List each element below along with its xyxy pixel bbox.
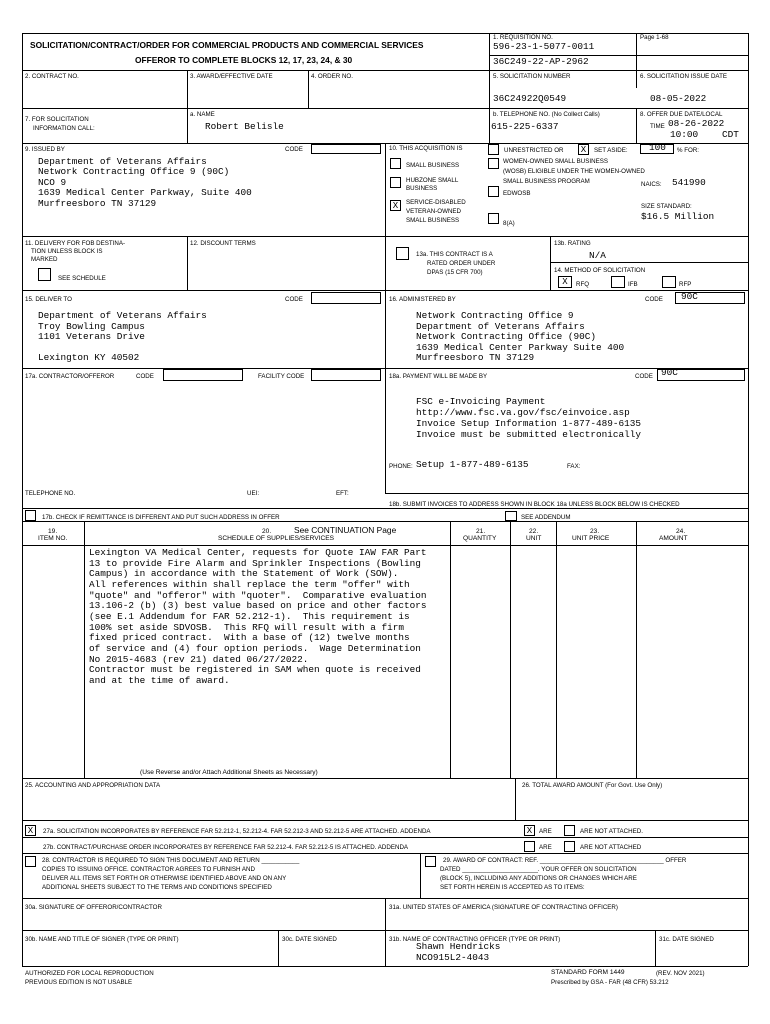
28-line-4: ADDITIONAL SHEETS SUBJECT TO THE TERMS AND CONDITIONS SPECIFIED <box>42 884 272 891</box>
percent-for-label: % FOR: <box>677 147 700 154</box>
offer-due-date[interactable]: 08-26-2022 <box>668 118 725 129</box>
reverse-note: (Use Reverse and/or Attach Additional Sheets as Necessary) <box>140 769 318 776</box>
8a-label: 8(A) <box>503 220 515 227</box>
name-label: a. NAME <box>190 111 215 118</box>
27b-are-not-checkbox[interactable] <box>564 841 575 852</box>
naics-code[interactable]: 541990 <box>672 177 706 188</box>
method-label: 14. METHOD OF SOLICITATION <box>554 267 646 274</box>
description-line: fixed priced contract. With a base of (12) twelve months <box>89 632 410 643</box>
address-line: Department of Veterans Affairs <box>416 321 585 332</box>
small-business-checkbox[interactable] <box>390 158 401 169</box>
contact-name[interactable]: Robert Belisle <box>205 121 284 132</box>
issued-by-code-label: CODE <box>285 146 303 153</box>
27a-are-not-checkbox[interactable] <box>564 825 575 836</box>
footer-previous-edition: PREVIOUS EDITION IS NOT USABLE <box>25 979 133 986</box>
hubzone-checkbox[interactable] <box>390 177 401 188</box>
offer-due-timezone[interactable]: CDT <box>722 129 739 140</box>
sdvosb-label: SERVICE-DISABLED <box>406 199 466 206</box>
col-item-no: 19. <box>48 528 58 535</box>
facility-code-label: FACILITY CODE <box>258 373 305 380</box>
administered-code-label: CODE <box>645 296 663 303</box>
remittance-checkbox[interactable] <box>25 510 36 521</box>
col-unit-label: UNIT <box>526 535 542 542</box>
delivery-label-3: MARKED <box>31 256 58 263</box>
rfp-label: RFP <box>679 281 692 288</box>
offer-due-label: 8. OFFER DUE DATE/LOCAL <box>640 111 723 118</box>
solicitation-number-label: 5. SOLICITATION NUMBER <box>493 73 571 80</box>
solicitation-number[interactable]: 36C24922Q0549 <box>493 93 567 104</box>
rated-order-label: 13a. THIS CONTRACT IS A <box>416 251 493 258</box>
ifb-label: IFB <box>628 281 638 288</box>
issue-date[interactable]: 08-05-2022 <box>650 93 707 104</box>
address-line: FSC e-Invoicing Payment <box>416 396 546 407</box>
see-schedule-checkbox[interactable] <box>38 268 51 281</box>
see-addendum-checkbox[interactable] <box>505 511 517 521</box>
payment-phone-label: PHONE: <box>389 463 413 470</box>
set-aside-checkbox[interactable]: X <box>578 144 589 155</box>
29-line-2: DATED ______________________. YOUR OFFER ON SOLICITATION <box>440 866 637 873</box>
description-line: 13 to provide Fire Alarm and Sprinkler Inspections (Bowling <box>89 558 421 569</box>
deliver-to-label: 15. DELIVER TO <box>25 296 72 303</box>
contract-no-label: 2. CONTRACT NO. <box>25 73 79 80</box>
telephone-number[interactable]: 615-225-6337 <box>491 121 559 132</box>
address-line: 1101 Veterans Drive <box>38 331 145 342</box>
payment-code-label: CODE <box>635 373 653 380</box>
form-subtitle: OFFEROR TO COMPLETE BLOCKS 12, 17, 23, 24, & 30 <box>135 55 353 65</box>
offer-due-time[interactable]: 10:00 <box>670 129 699 140</box>
payment-label: 18a. PAYMENT WILL BE MADE BY <box>389 373 488 380</box>
rfq-checkbox[interactable]: X <box>558 276 572 288</box>
address-line: Lexington KY 40502 <box>38 352 140 363</box>
edwosb-label: EDWOSB <box>503 190 531 197</box>
size-standard-value[interactable]: $16.5 Million <box>641 211 715 222</box>
address-line: http://www.fsc.va.gov/fsc/einvoice.asp <box>416 407 630 418</box>
description-line: Contractor must be registered in SAM when quote is received <box>89 664 421 675</box>
form-title: SOLICITATION/CONTRACT/ORDER FOR COMMERCIAL PRODUCTS AND COMMERCIAL SERVICES <box>30 40 424 50</box>
description-line: All references within shall replace the term "offer" with <box>89 579 410 590</box>
wosb-label-2: (WOSB) ELIGIBLE UNDER THE WOMEN-OWNED <box>503 168 645 175</box>
set-aside-percent: 100 <box>649 142 666 153</box>
payment-phone[interactable]: Setup 1-877-489-6135 <box>416 459 529 470</box>
wosb-checkbox[interactable] <box>488 158 499 169</box>
small-business-label: SMALL BUSINESS <box>406 162 460 169</box>
administered-by-label: 16. ADMINISTERED BY <box>389 296 456 303</box>
continuation-note: See CONTINUATION Page <box>294 525 397 535</box>
col-quantity-label: QUANTITY <box>463 535 497 542</box>
facility-code-field[interactable] <box>311 369 381 381</box>
contractor-telephone-label: TELEPHONE NO. <box>25 490 76 497</box>
issued-by-label: 9. ISSUED BY <box>25 146 65 153</box>
discount-terms-label: 12. DISCOUNT TERMS <box>190 240 256 247</box>
remittance-label: 17b. CHECK IF REMITTANCE IS DIFFERENT AND PUT SUCH ADDRESS IN OFFER <box>42 514 280 521</box>
sdvosb-label-2: VETERAN-OWNED <box>406 208 462 215</box>
officer-date-label: 31c. DATE SIGNED <box>659 936 714 943</box>
fax-label: FAX: <box>567 463 581 470</box>
col-quantity: 21. <box>476 528 486 535</box>
issued-by-code-field[interactable] <box>311 144 381 154</box>
28-line-3: DELIVER ALL ITEMS SET FORTH OR OTHERWISE IDENTIFIED ABOVE AND ON ANY <box>42 875 287 882</box>
set-aside-label: SET ASIDE: <box>594 147 628 154</box>
28-checkbox[interactable] <box>25 856 36 867</box>
27a-are-not-label: ARE NOT ATTACHED. <box>580 828 643 835</box>
unrestricted-checkbox[interactable] <box>488 144 499 155</box>
description-line: of service and (4) four option periods. Wage Determination <box>89 643 421 654</box>
description-line: (see E.1 Addendum for FAR 52.212-1). This requirement is <box>89 611 410 622</box>
contracting-officer-name[interactable]: Shawn Hendricks <box>416 941 501 952</box>
col-schedule-label: SCHEDULE OF SUPPLIES/SERVICES <box>218 535 335 542</box>
unrestricted-label: UNRESTRICTED OR <box>504 147 564 154</box>
info-call-label: 7. FOR SOLICITATION <box>25 116 89 123</box>
accounting-label: 25. ACCOUNTING AND APPROPRIATION DATA <box>25 782 161 789</box>
address-line: 1639 Medical Center Parkway, Suite 400 <box>38 187 252 198</box>
29-checkbox[interactable] <box>425 856 436 867</box>
description-line: 13.106-2 (b) (3) best value based on price and other factors <box>89 600 427 611</box>
footer-form-name: STANDARD FORM 1449 <box>551 969 625 976</box>
issue-date-label: 6. SOLICITATION ISSUE DATE <box>640 73 727 80</box>
27b-are-label: ARE <box>539 844 552 851</box>
27b-label: 27b. CONTRACT/PURCHASE ORDER INCORPORATES BY REFERENCE FAR 52.212-4. FAR 52.212-5 IS ATTACHED. ADDENDA <box>43 844 409 851</box>
footer-reproduction: AUTHORIZED FOR LOCAL REPRODUCTION <box>25 970 154 977</box>
col-schedule: 20. <box>262 528 272 535</box>
payment-code: 90C <box>661 367 678 378</box>
ifb-checkbox[interactable] <box>611 276 625 288</box>
27a-label: 27a. SOLICITATION INCORPORATES BY REFERENCE FAR 52.212-1, 52.212-4. FAR 52.212-3 AND 52.212-5 ARE ATTACHED. ADDENDA <box>43 828 431 835</box>
rating-value[interactable]: N/A <box>589 250 606 261</box>
sdvosb-label-3: SMALL BUSINESS <box>406 217 460 224</box>
size-standard-label: SIZE STANDARD: <box>641 203 692 210</box>
28-line-2: COPIES TO ISSUING OFFICE. CONTRACTOR AGREES TO FURNISH AND <box>42 866 255 873</box>
address-line: Troy Bowling Campus <box>38 321 145 332</box>
contract-number-value[interactable]: 36C249-22-AP-2962 <box>493 56 589 67</box>
rfq-label: RFQ <box>576 281 590 288</box>
signer-date-label: 30c. DATE SIGNED <box>282 936 337 943</box>
29-line-3: (BLOCK 5), INCLUDING ANY ADDITIONS OR CHANGES WHICH ARE <box>440 875 637 882</box>
delivery-label: 11. DELIVERY FOR FOB DESTINA- <box>25 240 126 247</box>
col-unit-price-label: UNIT PRICE <box>572 535 610 542</box>
contracting-officer-id[interactable]: NCO915L2-4043 <box>416 952 490 963</box>
description-line: Lexington VA Medical Center, requests for Quote IAW FAR Part <box>89 547 427 558</box>
administered-code: 90C <box>681 291 698 302</box>
contractor-label: 17a. CONTRACTOR/OFFEROR <box>25 373 115 380</box>
wosb-label-3: SMALL BUSINESS PROGRAM <box>503 178 590 185</box>
offeror-signature-label: 30a. SIGNATURE OF OFFEROR/CONTRACTOR <box>25 904 162 911</box>
delivery-label-2: TION UNLESS BLOCK IS <box>31 248 103 255</box>
col-amount: 24. <box>676 528 686 535</box>
address-line: Network Contracting Office 9 (90C) <box>38 166 230 177</box>
requisition-label: 1. REQUISITION NO. <box>493 34 553 41</box>
order-no-label: 4. ORDER NO. <box>311 73 353 80</box>
rated-order-label-3: DPAS (15 CFR 700) <box>427 269 483 276</box>
hubzone-label-2: BUSINESS <box>406 185 438 192</box>
contractor-code-field[interactable] <box>163 369 243 381</box>
address-line: Department of Veterans Affairs <box>38 310 207 321</box>
description-line: and at the time of award. <box>89 675 230 686</box>
footer-prescribed: Prescribed by GSA - FAR (48 CFR) 53.212 <box>551 979 669 986</box>
address-line: Network Contracting Office 9 <box>416 310 574 321</box>
address-line: NCO 9 <box>38 177 67 188</box>
total-award-label: 26. TOTAL AWARD AMOUNT (For Govt. Use Only) <box>522 782 663 789</box>
29-line-4: SET FORTH HEREIN IS ACCEPTED AS TO ITEMS: <box>440 884 585 891</box>
award-date-label: 3. AWARD/EFFECTIVE DATE <box>190 73 273 80</box>
rfp-checkbox[interactable] <box>662 276 676 288</box>
29-line-1: 29. AWARD OF CONTRACT: REF. ____________________________________ OFFER <box>443 857 687 864</box>
27b-are-checkbox[interactable] <box>524 841 535 852</box>
address-line: Invoice Setup Information 1-877-489-6135 <box>416 418 642 429</box>
see-schedule-label: SEE SCHEDULE <box>58 275 106 282</box>
footer-revision: (REV. NOV 2021) <box>656 970 705 977</box>
rating-label: 13b. RATING <box>554 240 591 247</box>
telephone-label: b. TELEPHONE NO. (No Collect Calls) <box>493 111 600 118</box>
col-unit-price: 23. <box>590 528 600 535</box>
address-line: Murfreesboro TN 37129 <box>38 198 157 209</box>
info-call-label-2: INFORMATION CALL: <box>33 125 95 132</box>
rated-order-checkbox[interactable] <box>396 247 409 260</box>
27a-are-checkbox[interactable]: X <box>524 825 535 836</box>
address-line: 1639 Medical Center Parkway Suite 400 <box>416 342 625 353</box>
description-line: Campus) in accordance with the Statement of Work (SOW). <box>89 568 399 579</box>
us-signature-label: 31a. UNITED STATES OF AMERICA (SIGNATURE OF CONTRACTING OFFICER) <box>389 904 618 911</box>
col-unit: 22. <box>529 528 539 535</box>
description-line: "quote" and "offeror" with "quoter". Comparative evaluation <box>89 590 427 601</box>
col-amount-label: AMOUNT <box>659 535 688 542</box>
deliver-to-code-field[interactable] <box>311 292 381 304</box>
27a-checkbox[interactable]: X <box>25 825 36 836</box>
address-line: Network Contracting Office (90C) <box>416 331 597 342</box>
edwosb-checkbox[interactable] <box>488 186 499 197</box>
acquisition-label: 10. THIS ACQUISITION IS <box>389 145 463 152</box>
8a-checkbox[interactable] <box>488 213 499 224</box>
see-addendum-label: SEE ADDENDUM <box>521 514 571 521</box>
28-line-1: 28. CONTRACTOR IS REQUIRED TO SIGN THIS DOCUMENT AND RETURN ___________ <box>42 857 300 864</box>
submit-invoices-label: 18b. SUBMIT INVOICES TO ADDRESS SHOWN IN BLOCK 18a UNLESS BLOCK BELOW IS CHECKED <box>389 501 680 508</box>
eft-label: EFT: <box>336 490 349 497</box>
page-number: Page 1-68 <box>640 34 669 41</box>
address-line: Murfreesboro TN 37129 <box>416 352 535 363</box>
contractor-code-label: CODE <box>136 373 154 380</box>
signer-name-label: 30b. NAME AND TITLE OF SIGNER (TYPE OR PRINT) <box>25 936 179 943</box>
naics-label: NAICS: <box>641 181 662 188</box>
hubzone-label: HUBZONE SMALL <box>406 177 459 184</box>
sdvosb-checkbox[interactable]: X <box>390 200 401 211</box>
wosb-label: WOMEN-OWNED SMALL BUSINESS <box>503 158 608 165</box>
uei-label: UEI: <box>247 490 260 497</box>
col-item-no-label: ITEM NO. <box>38 535 68 542</box>
27a-are-label: ARE <box>539 828 552 835</box>
deliver-to-code-label: CODE <box>285 296 303 303</box>
rated-order-label-2: RATED ORDER UNDER <box>427 260 496 267</box>
address-line: Invoice must be submitted electronically <box>416 429 642 440</box>
description-line: 100% set aside SDVOSB. This RFQ will result with a firm <box>89 622 405 633</box>
27b-are-not-label: ARE NOT ATTACHED <box>580 844 642 851</box>
officer-name-label: 31b. NAME OF CONTRACTING OFFICER (TYPE OR PRINT) <box>389 936 561 943</box>
requisition-number[interactable]: 596-23-1-5077-0011 <box>493 41 595 52</box>
description-line: No 2015-4683 (rev 21) dated 06/27/2022. <box>89 654 309 665</box>
address-line: Department of Veterans Affairs <box>38 156 207 167</box>
time-label: TIME <box>650 123 665 130</box>
